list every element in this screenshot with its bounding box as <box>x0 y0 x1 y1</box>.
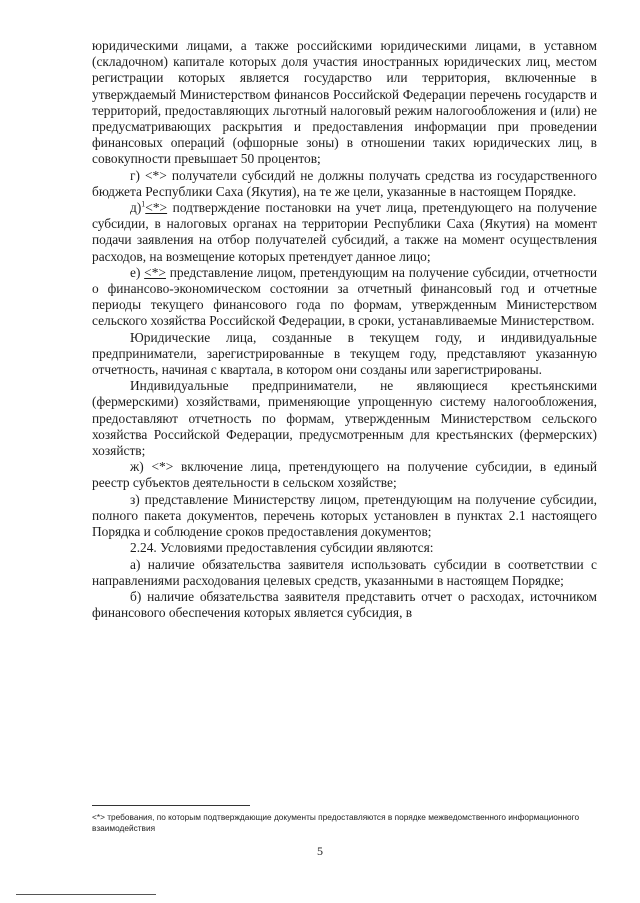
paragraph-item-zh: ж) <*> включение лица, претендующего на получение субсидии, в единый реестр субъектов деятельности в сельском хозяйстве; <box>92 459 597 491</box>
paragraph-item-d <box>92 200 597 265</box>
paragraph-section-2-24: 2.24. Условиями предоставления субсидии являются: <box>130 540 434 556</box>
scan-edge-line <box>16 894 156 895</box>
paragraph-item-a: а) наличие обязательства заявителя использовать субсидии в соответствии с направлениями расходования целевых средств, указанными в настоящем Порядке; <box>92 556 597 588</box>
item-e-marker: <*> <box>144 264 166 280</box>
paragraph-item-e <box>92 265 597 330</box>
item-d-marker: <*> <box>145 200 168 216</box>
item-d-prefix: д) <box>130 200 142 216</box>
body-text <box>92 38 597 621</box>
item-e-text: представление лицом, претендующим на получение субсидии, отчетности о финансово-экономическом состоянии за отчетный финансовый год и отчетные периоды текущего финансового года по формам, утвержденным Министерством сельского хозяйства Российской Федерации, в сроки, устанавливаемые Министерством. <box>92 264 597 329</box>
paragraph-item-g: г) <*> получатели субсидий не должны получать средства из государственного бюджета Республики Саха (Якутия), на те же цели, указанные в настоящем Порядке. <box>92 167 597 199</box>
paragraph-continuation: юридическими лицами, а также российскими юридическими лицами, в уставном (складочном) капитале которых доля участия иностранных юридических лиц, местом регистрации которых является государство или территория, включенные в утверждаемый Министерством финансов Российской Федерации перечень государств и территорий, предоставляющих льготный налоговый режим налогообложения и (или) не предусматривающих раскрытия и предоставления информации при проведении финансовых операций (офшорные зоны) в отношении таких юридических лиц, в совокупности превышает 50 процентов; <box>92 38 597 167</box>
item-e-prefix: е) <box>130 264 145 280</box>
item-d-superscript: 1 <box>141 199 146 209</box>
paragraph-item-b: б) наличие обязательства заявителя представить отчет о расходах, источником финансового обеспечения которых является субсидия, в <box>92 588 597 621</box>
footnote-divider <box>92 805 250 806</box>
paragraph-item-z: з) представление Министерству лицом, претендующим на получение субсидии, полного пакета документов, перечень которых установлен в пунктах 2.1 настоящего Порядка и соблюдение сроков предоставления документов; <box>92 491 597 540</box>
item-d-text: подтверждение постановки на учет лица, претендующего на получение субсидии, в налоговых органах на территории Республики Саха (Якутия) на момент подачи заявления на отбор получателей субсидий, а также на момент осуществления расходов, на возмещение которых претендует данное лицо; <box>92 200 597 264</box>
footnote: <*> требования, по которым подтверждающие документы предоставляются в порядке межведомственного информационного взаимодействия <box>92 812 580 833</box>
paragraph-legal-entities: Юридические лица, созданные в текущем году, и индивидуальные предприниматели, зарегистрированные в текущем году, представляют указанную отчетность, начиная с квартала, в котором они созданы или зарегистрированы. <box>92 329 597 378</box>
page-number: 5 <box>317 844 323 858</box>
paragraph-entrepreneurs: Индивидуальные предприниматели, не являющиеся крестьянскими (фермерскими) хозяйствами, применяющие упрощенную систему налогообложения, предоставляют отчетность по формам, утвержденным Министерством сельского хозяйства Российской Федерации, предусмотренным для крестьянских (фермерских) хозяйств; <box>92 378 597 459</box>
